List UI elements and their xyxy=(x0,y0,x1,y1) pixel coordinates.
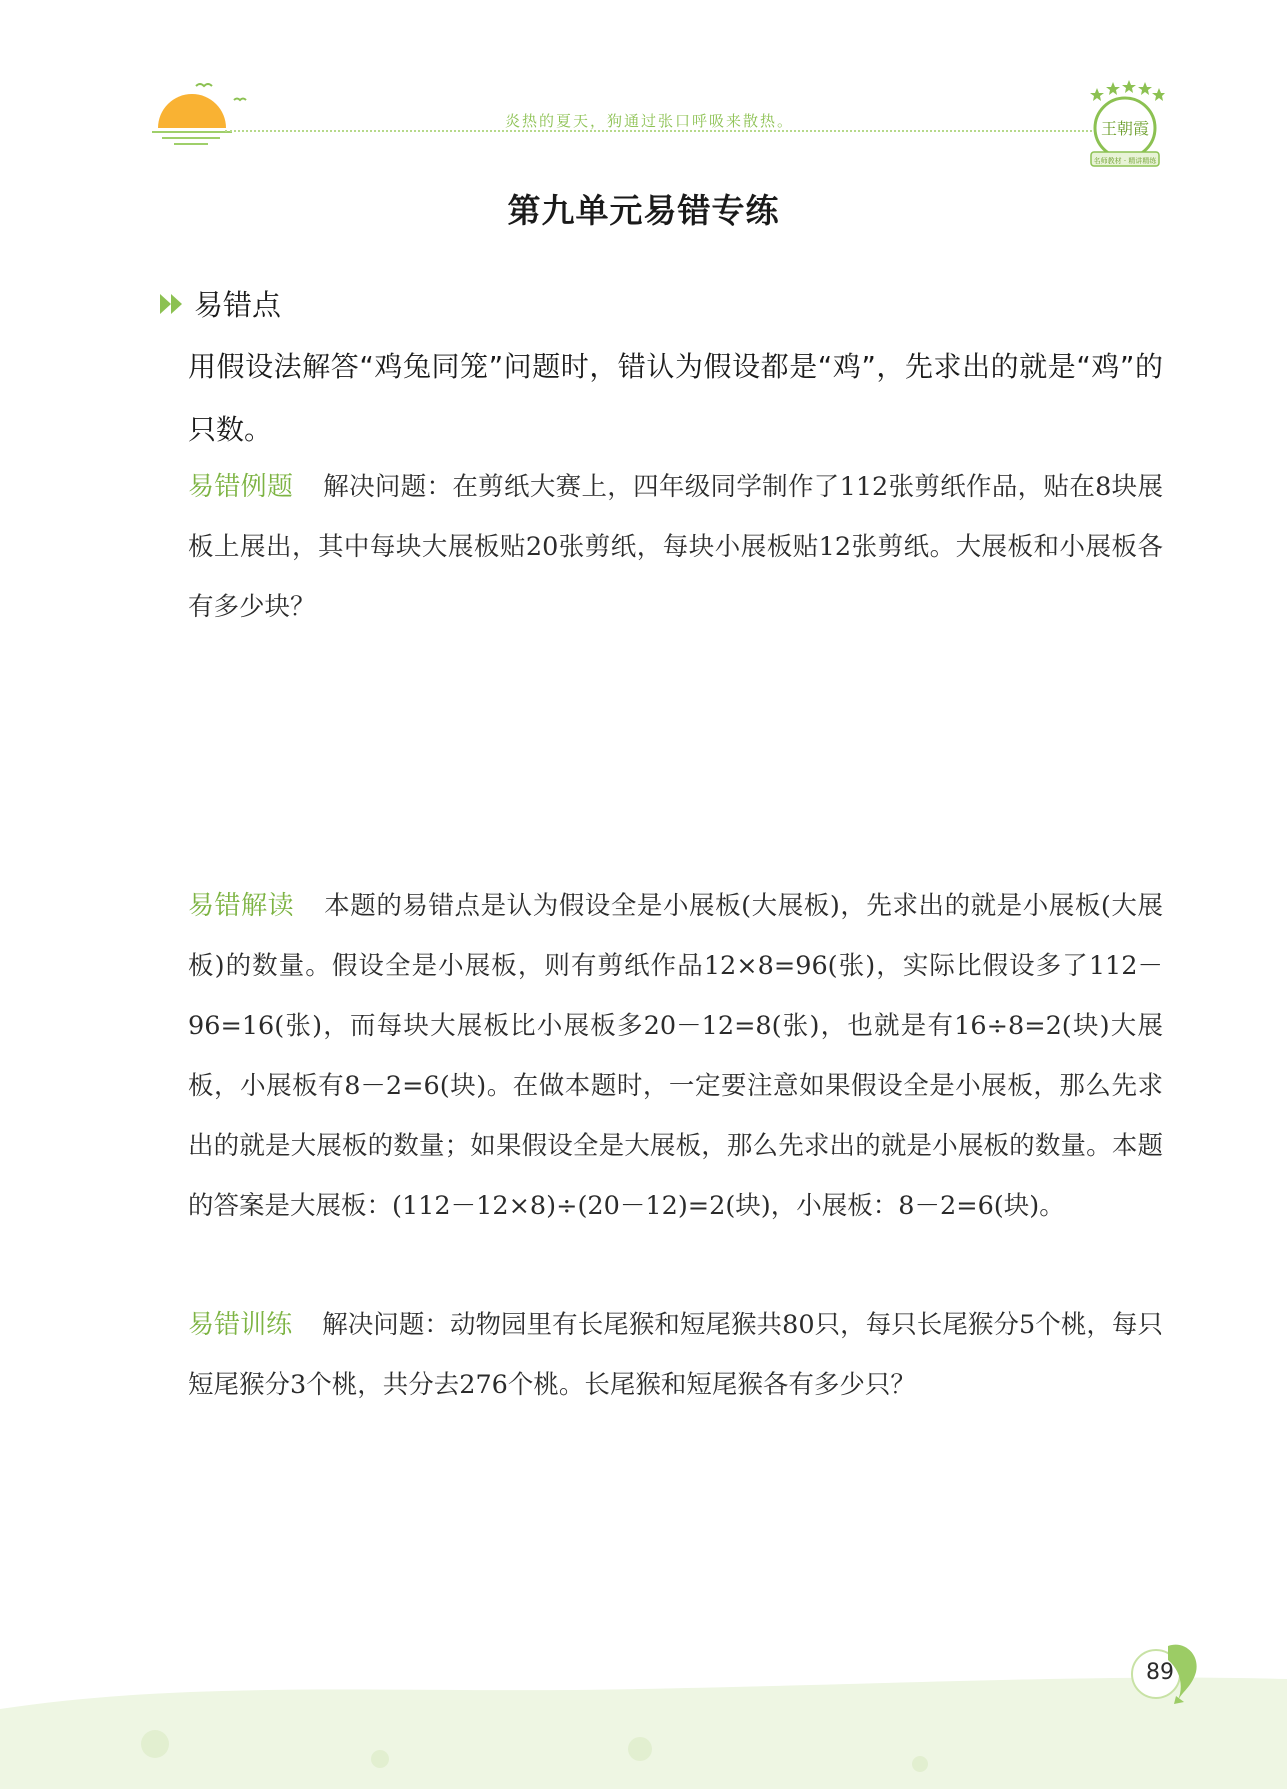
brand-subtitle: 名师教材 · 精讲精练 xyxy=(1093,157,1157,165)
section-heading-label: 易错点 xyxy=(194,288,282,322)
brand-badge-icon xyxy=(1085,78,1165,170)
header-tip: 炎热的夏天，狗通过张口呼吸来散热。 xyxy=(505,112,795,130)
sunset-logo-icon xyxy=(150,78,250,150)
page-number: 89 xyxy=(1146,1660,1174,1685)
brand-name: 王朝霞 xyxy=(1100,119,1150,138)
error-point-text: 用假设法解答“鸡兔同笼”问题时，错认为假设都是“鸡”，先求出的就是“鸡”的只数。 xyxy=(188,350,1163,446)
double-chevron-icon xyxy=(158,292,186,316)
footer-wave-decoration xyxy=(0,1649,1287,1789)
example-label: 易错例题 xyxy=(188,472,294,502)
analysis-block xyxy=(188,876,1163,1236)
analysis-label: 易错解读 xyxy=(188,891,295,921)
example-block xyxy=(188,457,1163,637)
page-title: 第九单元易错专练 xyxy=(507,191,780,230)
example-text: 解决问题：在剪纸大赛上，四年级同学制作了112张剪纸作品，贴在8块展板上展出，其中每块大展板贴20张剪纸，每块小展板贴12张剪纸。大展板和小展板各有多少块？ xyxy=(188,472,1163,622)
analysis-text: 本题的易错点是认为假设全是小展板(大展板)，先求出的就是小展板(大展板)的数量。假设全是小展板，则有剪纸作品12×8=96(张)，实际比假设多了112－96=16(张)，而每块大展板比小展板多20－12=8(张)，也就是有16÷8=2(块)大展板，小展板有8－2=6(块)。在做本题时，一定要注意如果假设全是小展板，那么先求出的就是大展板的数量；如果假设全是大展板，那么先求出的就是小展板的数量。本题的答案是大展板：(112－12×8)÷(20－12)=2(块)，小展板：8－2=6(块)。 xyxy=(188,891,1163,1221)
training-block xyxy=(188,1295,1163,1415)
training-text: 解决问题：动物园里有长尾猴和短尾猴共80只，每只长尾猴分5个桃，每只短尾猴分3个桃，共分去276个桃。长尾猴和短尾猴各有多少只？ xyxy=(188,1310,1163,1400)
training-label: 易错训练 xyxy=(188,1310,293,1340)
page-number-badge xyxy=(1118,1630,1208,1710)
section-heading xyxy=(158,283,281,324)
